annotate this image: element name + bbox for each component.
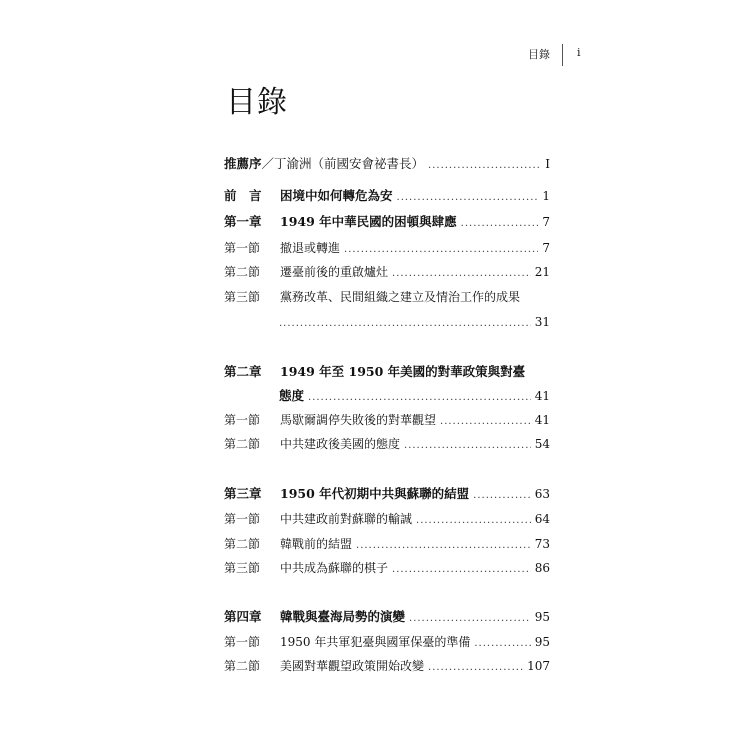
toc-section-2-2[interactable] <box>224 434 550 454</box>
running-title: 目錄 <box>528 48 550 61</box>
toc-entry-title: 1949 年中華民國的困頓與肆應 <box>280 214 457 229</box>
toc-section-1-2[interactable] <box>224 262 550 282</box>
toc-entry-page: 63 <box>534 487 550 501</box>
toc-leader-dots <box>473 486 531 506</box>
toc-entry-foreword[interactable] <box>224 186 550 206</box>
toc-entry-page: 1 <box>542 189 550 203</box>
toc-entry-label: 第三節 <box>224 290 261 304</box>
toc-entry-title: 困境中如何轉危為安 <box>280 188 393 203</box>
toc-entry-page: 21 <box>534 265 550 279</box>
toc-entry-title: 美國對華觀望政策開始改變 <box>280 659 425 673</box>
toc-entry-title: 1949 年至 1950 年美國的對華政策與對臺 <box>280 364 526 379</box>
toc-entry-page: 86 <box>534 561 550 575</box>
toc-leader-dots <box>392 560 531 580</box>
toc-title: 目錄 <box>226 85 288 120</box>
toc-entry-page: 31 <box>534 315 550 329</box>
toc-entry-label: 第一節 <box>224 241 261 255</box>
toc-leader-dots <box>344 240 538 260</box>
toc-entry-title: 1950 年代初期中共與蘇聯的結盟 <box>280 486 470 501</box>
toc-leader-dots <box>404 436 531 456</box>
toc-entry-page: 107 <box>527 659 550 673</box>
toc-entry-label: 第一節 <box>224 635 261 649</box>
toc-leader-dots <box>308 388 531 408</box>
toc-entry-title: 中共成為蘇聯的棋子 <box>280 561 389 575</box>
toc-leader-dots <box>397 188 539 208</box>
toc-section-1-3-cont[interactable] <box>279 312 550 332</box>
toc-leader-dots <box>392 264 531 284</box>
toc-entry-page: 41 <box>534 389 550 403</box>
toc-entry-label: 第三章 <box>224 486 262 501</box>
toc-leader-dots <box>428 658 523 678</box>
toc-chapter-2[interactable] <box>224 362 550 382</box>
toc-section-3-3[interactable] <box>224 558 550 578</box>
toc-leader-dots <box>416 511 531 531</box>
toc-entry-label: 第一節 <box>224 512 261 526</box>
toc-entry-title: 遷臺前後的重啟爐灶 <box>280 265 389 279</box>
toc-entry-page: 7 <box>542 241 550 255</box>
toc-section-3-1[interactable] <box>224 509 550 529</box>
toc-entry-title: 馬歇爾調停失敗後的對華觀望 <box>280 413 437 427</box>
toc-entry-label: 第二章 <box>224 364 262 379</box>
toc-entry-page: 95 <box>534 635 550 649</box>
toc-leader-dots <box>461 214 539 234</box>
toc-chapter-3[interactable] <box>224 484 550 504</box>
toc-entry-label: 第一章 <box>224 214 262 229</box>
toc-leader-dots <box>279 314 531 334</box>
toc-entry-label: 第一節 <box>224 413 261 427</box>
toc-entry-title: ／丁渝洲（前國安會祕書長） <box>261 156 425 171</box>
toc-section-4-2[interactable] <box>224 656 550 676</box>
toc-section-1-3[interactable] <box>224 287 550 307</box>
toc-leader-dots <box>440 412 531 432</box>
toc-entry-title-cont: 態度 <box>279 388 305 403</box>
toc-entry-title: 中共建政前對蘇聯的輸誠 <box>280 512 413 526</box>
toc-entry-page: 73 <box>534 537 550 551</box>
header-divider <box>562 44 563 66</box>
toc-entry-title: 韓戰與臺海局勢的演變 <box>280 609 406 624</box>
toc-entry-label: 推薦序 <box>224 156 262 171</box>
toc-entry-title: 中共建政後美國的態度 <box>280 437 401 451</box>
toc-entry-page: 54 <box>534 437 550 451</box>
toc-section-4-1[interactable] <box>224 632 550 652</box>
toc-entry-label: 前 言 <box>224 188 262 203</box>
toc-entry-label: 第二節 <box>224 537 261 551</box>
toc-entry-title: 撤退或轉進 <box>280 241 341 255</box>
toc-leader-dots <box>409 609 531 629</box>
toc-chapter-4[interactable] <box>224 607 550 627</box>
toc-entry-label: 第三節 <box>224 561 261 575</box>
toc-section-3-2[interactable] <box>224 534 550 554</box>
toc-entry-preface[interactable] <box>224 154 550 174</box>
header-page-number: i <box>577 46 581 59</box>
toc-leader-dots <box>428 156 541 176</box>
toc-entry-page: 7 <box>542 215 550 229</box>
running-header <box>528 46 581 62</box>
toc-section-1-1[interactable] <box>224 238 550 258</box>
toc-leader-dots <box>474 634 530 654</box>
toc-entry-label: 第四章 <box>224 609 262 624</box>
toc-entry-page: I <box>545 157 550 171</box>
toc-leader-dots <box>356 536 531 556</box>
toc-entry-page: 41 <box>534 413 550 427</box>
toc-chapter-1[interactable] <box>224 212 550 232</box>
toc-entry-label: 第二節 <box>224 437 261 451</box>
toc-entry-page: 95 <box>534 610 550 624</box>
toc-entry-label: 第二節 <box>224 659 261 673</box>
toc-entry-label: 第二節 <box>224 265 261 279</box>
toc-section-2-1[interactable] <box>224 410 550 430</box>
toc-entry-title: 韓戰前的結盟 <box>280 537 353 551</box>
toc-chapter-2-cont[interactable] <box>279 386 550 406</box>
toc-entry-title: 1950 年共軍犯臺與國軍保臺的準備 <box>280 635 471 649</box>
toc-entry-title: 黨務改革、民間組織之建立及情治工作的成果 <box>280 290 521 304</box>
toc-entry-page: 64 <box>534 512 550 526</box>
